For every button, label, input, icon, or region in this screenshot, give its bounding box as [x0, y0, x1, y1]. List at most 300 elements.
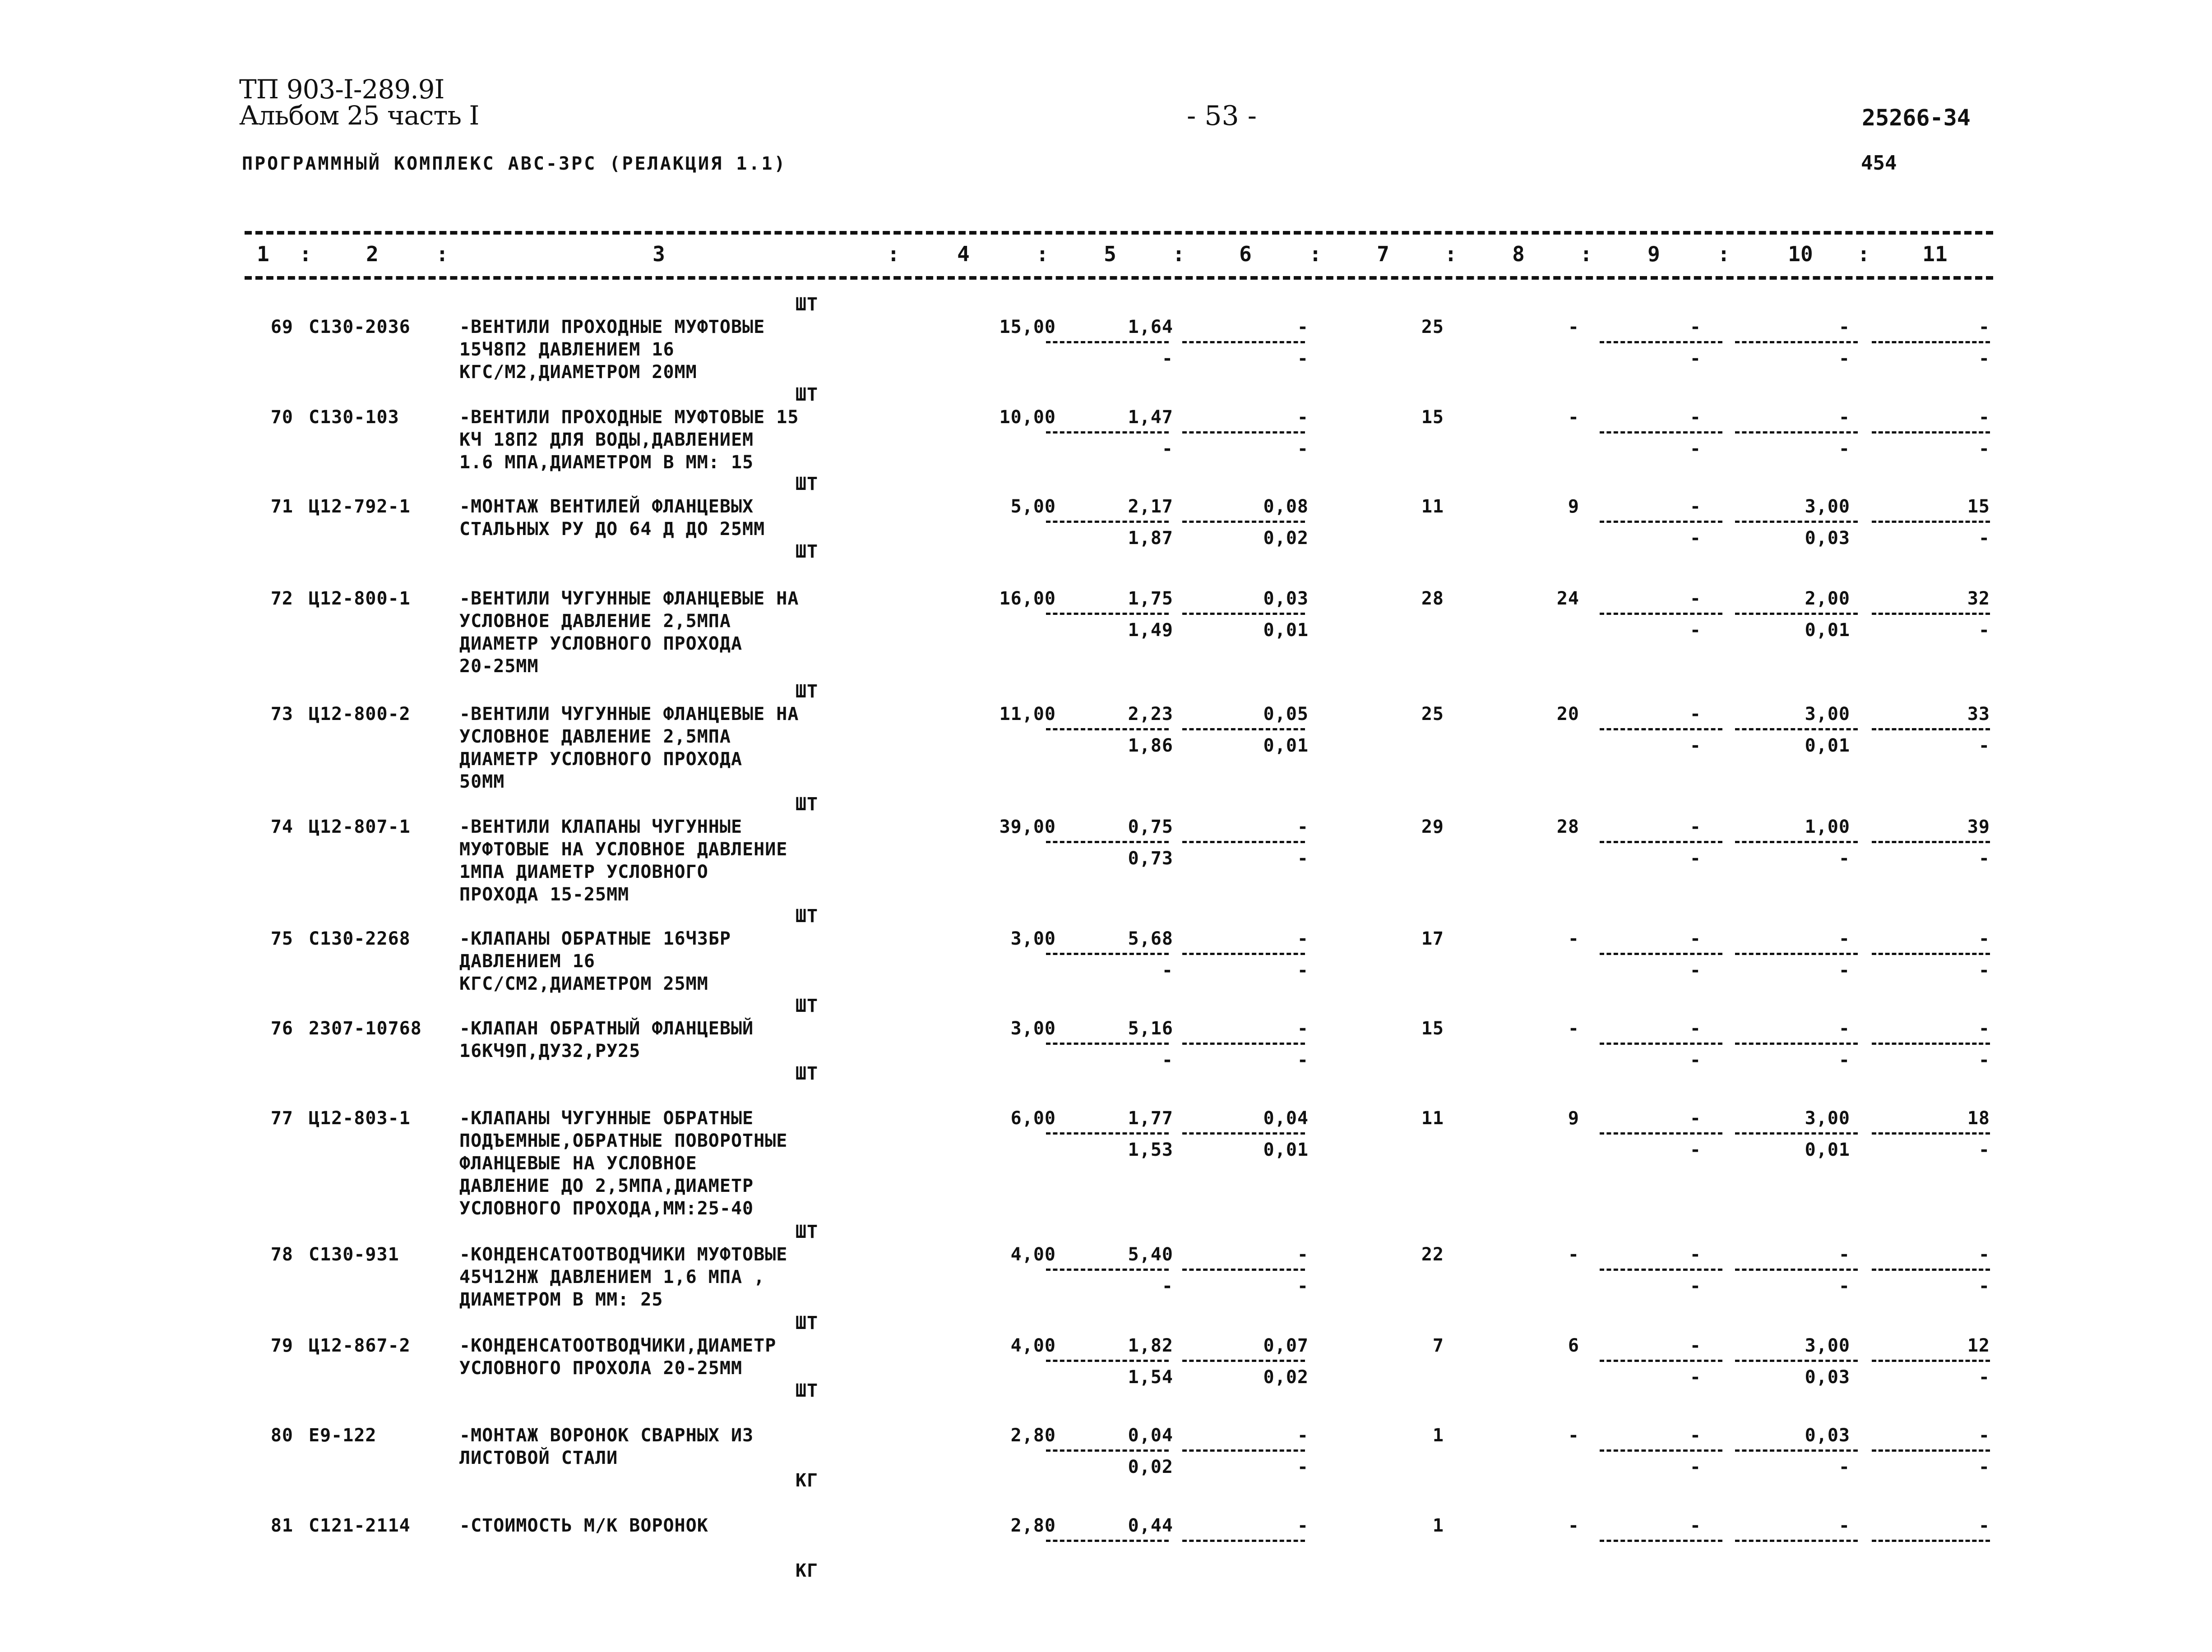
- work-description: [459, 316, 765, 383]
- fraction-rule: [1735, 431, 1858, 434]
- cell-col-6-lower: -: [1297, 1276, 1309, 1297]
- unit-of-measure: ШТ: [795, 474, 819, 494]
- cell-col-10-lower: -: [1838, 1050, 1850, 1071]
- fraction-rule: [1182, 1540, 1305, 1542]
- cell-col-6-lower: -: [1297, 960, 1309, 981]
- cell-col-4: 10,00: [999, 407, 1056, 428]
- cell-col-11: -: [1978, 1244, 1990, 1265]
- rate-code: С130-931: [309, 1244, 399, 1265]
- fraction-rule: [1600, 1269, 1722, 1271]
- cell-col-5-lower: 0,02: [1128, 1457, 1173, 1477]
- cell-col-10: -: [1838, 1018, 1850, 1039]
- row-number: 69: [270, 317, 293, 337]
- description-line: ПОДЪЕМНЫЕ,ОБРАТНЫЕ ПОВОРОТНЫЕ: [459, 1131, 788, 1151]
- cell-col-8: -: [1568, 1018, 1579, 1039]
- unit-of-measure: ШТ: [795, 541, 819, 562]
- cell-col-11: -: [1978, 1018, 1990, 1039]
- cell-col-4: 16,00: [999, 588, 1056, 609]
- table-row: [0, 587, 2212, 678]
- cell-col-6-lower: 0,02: [1263, 1367, 1309, 1388]
- cell-col-9: -: [1689, 817, 1701, 837]
- cell-col-10: 1,00: [1805, 817, 1850, 837]
- column-header-4: 4: [957, 242, 970, 266]
- cell-col-8: -: [1568, 1425, 1579, 1446]
- description-line: СТАЛЬНЫХ РУ ДО 64 Д ДО 25ММ: [459, 519, 765, 540]
- rate-code: Ц12-867-2: [309, 1335, 411, 1356]
- work-description: [459, 1424, 754, 1469]
- cell-col-4: 2,80: [1010, 1425, 1056, 1446]
- fraction-rule: [1600, 841, 1722, 843]
- cell-col-4: 3,00: [1010, 1018, 1056, 1039]
- fraction-rule: [1735, 728, 1858, 730]
- work-description: [459, 406, 799, 474]
- fraction-rule: [1872, 953, 1990, 955]
- cell-col-8: -: [1568, 928, 1579, 949]
- cell-col-6: 0,05: [1263, 704, 1309, 724]
- fraction-rule: [1046, 841, 1169, 843]
- cell-col-8: -: [1568, 317, 1579, 337]
- description-line: 1МПА ДИАМЕТР УСЛОВНОГО: [459, 862, 708, 882]
- cell-col-10: 0,03: [1805, 1425, 1850, 1446]
- cell-col-5: 0,75: [1128, 817, 1173, 837]
- row-number: 78: [270, 1244, 293, 1265]
- description-line: -КОНДЕНСАТООТВОДЧИКИ МУФТОВЫЕ: [459, 1244, 788, 1265]
- cell-col-9-lower: -: [1689, 848, 1701, 869]
- fraction-rule: [1600, 728, 1722, 730]
- cell-col-6: 0,07: [1263, 1335, 1309, 1356]
- cell-col-7: 25: [1421, 317, 1444, 337]
- table-row: [0, 794, 2212, 906]
- fraction-rule: [1872, 1449, 1990, 1452]
- cell-col-4: 4,00: [1010, 1335, 1056, 1356]
- cell-col-5: 1,64: [1128, 317, 1173, 337]
- cell-col-10-lower: 0,01: [1805, 1140, 1850, 1160]
- rate-code: С130-103: [309, 407, 399, 428]
- fraction-rule: [1046, 431, 1169, 434]
- cell-col-8: 9: [1568, 496, 1579, 517]
- table-row: [0, 1424, 2212, 1514]
- description-line: 50ММ: [459, 771, 505, 792]
- cell-col-9: -: [1689, 496, 1701, 517]
- column-header-1: 1: [257, 242, 269, 266]
- description-line: ФЛАНЦЕВЫЕ НА УСЛОВНОЕ: [459, 1153, 697, 1174]
- description-line: -СТОИМОСТЬ М/К ВОРОНОК: [459, 1515, 708, 1536]
- description-line: УСЛОВНОГО ПРОХОЛА 20-25ММ: [459, 1358, 743, 1379]
- cell-col-7: 15: [1421, 1018, 1444, 1039]
- cell-col-4: 2,80: [1010, 1515, 1056, 1536]
- fraction-rule: [1735, 953, 1858, 955]
- cell-col-11: 18: [1967, 1108, 1990, 1129]
- cell-col-6: 0,08: [1263, 496, 1309, 517]
- cell-col-10-lower: 0,03: [1805, 1367, 1850, 1388]
- cell-col-10-lower: 0,01: [1805, 620, 1850, 641]
- cell-col-11: 32: [1967, 588, 1990, 609]
- cell-col-7: 7: [1432, 1335, 1444, 1356]
- fraction-rule: [1735, 341, 1858, 343]
- description-line: 16КЧ9П,ДУ32,РУ25: [459, 1041, 641, 1061]
- cell-col-5: 0,04: [1128, 1425, 1173, 1446]
- work-description: [459, 1334, 776, 1380]
- row-number: 77: [270, 1108, 293, 1129]
- fraction-rule: [1872, 728, 1990, 730]
- cell-col-11-lower: -: [1978, 1276, 1990, 1297]
- rate-code: Ц12-800-1: [309, 588, 411, 609]
- cell-col-8: 9: [1568, 1108, 1579, 1129]
- cell-col-5-lower: -: [1162, 1276, 1173, 1297]
- fraction-rule: [1182, 341, 1305, 343]
- column-header-8: 8: [1512, 242, 1525, 266]
- cell-col-8: 20: [1556, 704, 1579, 724]
- description-line: -ВЕНТИЛИ ПРОХОДНЫЕ МУФТОВЫЕ: [459, 317, 765, 337]
- description-line: -ВЕНТИЛИ КЛАПАНЫ ЧУГУННЫЕ: [459, 817, 743, 837]
- work-description: [459, 1243, 787, 1311]
- cell-col-11: -: [1978, 928, 1990, 949]
- fraction-rule: [1600, 1540, 1722, 1542]
- unit-of-measure: ШТ: [795, 1313, 819, 1334]
- cell-col-9: -: [1689, 1108, 1701, 1129]
- column-header-6: 6: [1239, 242, 1252, 266]
- fraction-rule: [1872, 1269, 1990, 1271]
- fraction-rule: [1046, 1132, 1169, 1135]
- cell-col-10-lower: -: [1838, 848, 1850, 869]
- work-description: [459, 928, 731, 995]
- fraction-rule: [1600, 1449, 1722, 1452]
- description-line: ПРОХОДА 15-25ММ: [459, 884, 629, 905]
- cell-col-10: -: [1838, 1244, 1850, 1265]
- column-separator: :: [887, 242, 900, 266]
- cell-col-6-lower: -: [1297, 1457, 1309, 1477]
- fraction-rule: [1872, 341, 1990, 343]
- cell-col-5: 5,68: [1128, 928, 1173, 949]
- cell-col-9-lower: -: [1689, 1367, 1701, 1388]
- cell-col-10: 3,00: [1805, 1335, 1850, 1356]
- description-line: УСЛОВНОЕ ДАВЛЕНИЕ 2,5МПА: [459, 611, 731, 632]
- fraction-rule: [1735, 1360, 1858, 1362]
- row-number: 75: [270, 928, 293, 949]
- cell-col-8: -: [1568, 407, 1579, 428]
- cell-col-9: -: [1689, 588, 1701, 609]
- cell-col-5: 2,17: [1128, 496, 1173, 517]
- cell-col-10-lower: -: [1838, 438, 1850, 459]
- document-code: 25266-34: [1862, 105, 1971, 131]
- work-description: [459, 1107, 787, 1220]
- row-number: 72: [270, 588, 293, 609]
- work-description: [459, 816, 787, 906]
- row-number: 80: [270, 1425, 293, 1446]
- rate-code: 2307-10768: [309, 1018, 422, 1039]
- description-line: ДАВЛЕНИЕ ДО 2,5МПА,ДИАМЕТР: [459, 1176, 754, 1196]
- cell-col-5: 0,44: [1128, 1515, 1173, 1536]
- cell-col-11-lower: -: [1978, 735, 1990, 756]
- cell-col-9-lower: -: [1689, 438, 1701, 459]
- table-row: [0, 1514, 2212, 1605]
- cell-col-5: 1,82: [1128, 1335, 1173, 1356]
- column-header-3: 3: [652, 242, 665, 266]
- cell-col-7: 28: [1421, 588, 1444, 609]
- cell-col-4: 15,00: [999, 317, 1056, 337]
- cell-col-4: 3,00: [1010, 928, 1056, 949]
- cell-col-10: 3,00: [1805, 1108, 1850, 1129]
- fraction-rule: [1600, 1043, 1722, 1045]
- cell-col-6-lower: -: [1297, 348, 1309, 369]
- fraction-rule: [1182, 521, 1305, 523]
- cell-col-6: -: [1297, 817, 1309, 837]
- description-line: ЛИСТОВОЙ СТАЛИ: [459, 1448, 618, 1468]
- fraction-rule: [1600, 1132, 1722, 1135]
- fraction-rule: [1600, 1360, 1722, 1362]
- cell-col-6-lower: 0,02: [1263, 528, 1309, 549]
- cell-col-5-lower: -: [1162, 348, 1173, 369]
- column-header-10: 10: [1788, 242, 1813, 266]
- table-row: [0, 1107, 2212, 1219]
- cell-col-5-lower: 1,54: [1128, 1367, 1173, 1388]
- fraction-rule: [1600, 953, 1722, 955]
- cell-col-5-lower: 1,86: [1128, 735, 1173, 756]
- document-title: ТП 903-I-289.9I: [239, 74, 444, 105]
- description-line: ДИАМЕТР УСЛОВНОГО ПРОХОДА: [459, 633, 743, 654]
- unit-of-measure: ШТ: [795, 384, 819, 405]
- description-line: ДАВЛЕНИЕМ 16: [459, 951, 595, 972]
- column-separator: :: [1172, 242, 1185, 266]
- cell-col-11-lower: -: [1978, 960, 1990, 981]
- fraction-rule: [1735, 1540, 1858, 1542]
- fraction-rule: [1600, 613, 1722, 615]
- cell-col-7: 11: [1421, 1108, 1444, 1129]
- cell-col-5-lower: -: [1162, 438, 1173, 459]
- unit-of-measure: ШТ: [795, 1222, 819, 1242]
- cell-col-9: -: [1689, 928, 1701, 949]
- fraction-rule: [1735, 613, 1858, 615]
- cell-col-10-lower: 0,01: [1805, 735, 1850, 756]
- description-line: КЧ 18П2 ДЛЯ ВОДЫ,ДАВЛЕНИЕМ: [459, 429, 754, 450]
- cell-col-11: -: [1978, 317, 1990, 337]
- fraction-rule: [1182, 1132, 1305, 1135]
- table-row: [0, 681, 2212, 793]
- column-header-11: 11: [1922, 242, 1948, 266]
- cell-col-11-lower: -: [1978, 528, 1990, 549]
- fraction-rule: [1735, 521, 1858, 523]
- cell-col-9-lower: -: [1689, 620, 1701, 641]
- row-number: 81: [270, 1515, 293, 1536]
- description-line: КГС/М2,ДИАМЕТРОМ 20ММ: [459, 362, 697, 383]
- cell-col-6-lower: -: [1297, 438, 1309, 459]
- column-separator: :: [1717, 242, 1730, 266]
- fraction-rule: [1182, 728, 1305, 730]
- rate-code: С130-2268: [309, 928, 411, 949]
- fraction-rule: [1046, 728, 1169, 730]
- cell-col-6-lower: 0,01: [1263, 620, 1309, 641]
- fraction-rule: [1872, 1540, 1990, 1542]
- fraction-rule: [1182, 1449, 1305, 1452]
- fraction-rule: [1046, 1360, 1169, 1362]
- cell-col-5-lower: 1,49: [1128, 620, 1173, 641]
- cell-col-11-lower: -: [1978, 348, 1990, 369]
- unit-of-measure: ШТ: [795, 1380, 819, 1401]
- unit-of-measure: КГ: [795, 1470, 819, 1491]
- cell-col-5: 5,16: [1128, 1018, 1173, 1039]
- fraction-rule: [1182, 953, 1305, 955]
- description-line: -КЛАПАНЫ ЧУГУННЫЕ ОБРАТНЫЕ: [459, 1108, 754, 1129]
- work-description: [459, 495, 765, 540]
- cell-col-10-lower: -: [1838, 960, 1850, 981]
- sheet-number: 454: [1861, 152, 1897, 175]
- fraction-rule: [1735, 1449, 1858, 1452]
- description-line: -ВЕНТИЛИ ЧУГУННЫЕ ФЛАНЦЕВЫЕ НА: [459, 704, 799, 724]
- rate-code: С130-2036: [309, 317, 411, 337]
- cell-col-9-lower: -: [1689, 960, 1701, 981]
- cell-col-11: 39: [1967, 817, 1990, 837]
- unit-of-measure: ШТ: [795, 294, 819, 315]
- fraction-rule: [1182, 1043, 1305, 1045]
- fraction-rule: [1182, 841, 1305, 843]
- fraction-rule: [1046, 1540, 1169, 1542]
- cell-col-11-lower: -: [1978, 438, 1990, 459]
- cell-col-11-lower: -: [1978, 620, 1990, 641]
- fraction-rule: [1872, 613, 1990, 615]
- cell-col-10: 3,00: [1805, 704, 1850, 724]
- cell-col-9-lower: -: [1689, 735, 1701, 756]
- cell-col-9: -: [1689, 317, 1701, 337]
- cell-col-10-lower: 0,03: [1805, 528, 1850, 549]
- cell-col-10: 3,00: [1805, 496, 1850, 517]
- cell-col-5: 1,47: [1128, 407, 1173, 428]
- cell-col-11: -: [1978, 1425, 1990, 1446]
- description-line: 1.6 МПА,ДИАМЕТРОМ В ММ: 15: [459, 452, 754, 473]
- table-row: [0, 294, 2212, 406]
- rate-code: С121-2114: [309, 1515, 411, 1536]
- cell-col-7: 15: [1421, 407, 1444, 428]
- fraction-rule: [1735, 1132, 1858, 1135]
- description-line: ДИАМЕТР УСЛОВНОГО ПРОХОДА: [459, 749, 743, 770]
- cell-col-11: -: [1978, 1515, 1990, 1536]
- cell-col-6: -: [1297, 317, 1309, 337]
- fraction-rule: [1046, 341, 1169, 343]
- cell-col-4: 5,00: [1010, 496, 1056, 517]
- cell-col-9: -: [1689, 407, 1701, 428]
- cell-col-10-lower: -: [1838, 1457, 1850, 1477]
- cell-col-7: 1: [1432, 1425, 1444, 1446]
- description-line: УСЛОВНОЕ ДАВЛЕНИЕ 2,5МПА: [459, 726, 731, 747]
- description-line: МУФТОВЫЕ НА УСЛОВНОЕ ДАВЛЕНИЕ: [459, 839, 788, 860]
- cell-col-10-lower: -: [1838, 1276, 1850, 1297]
- cell-col-9-lower: -: [1689, 1140, 1701, 1160]
- column-header-7: 7: [1377, 242, 1389, 266]
- table-row: [0, 1313, 2212, 1425]
- cell-col-11-lower: -: [1978, 1457, 1990, 1477]
- cell-col-9-lower: -: [1689, 528, 1701, 549]
- fraction-rule: [1046, 953, 1169, 955]
- cell-col-6: -: [1297, 1515, 1309, 1536]
- fraction-rule: [1735, 841, 1858, 843]
- cell-col-9: -: [1689, 704, 1701, 724]
- cell-col-9-lower: -: [1689, 1050, 1701, 1071]
- fraction-rule: [1182, 1360, 1305, 1362]
- description-line: УСЛОВНОГО ПРОХОДА,ММ:25-40: [459, 1198, 754, 1219]
- cell-col-6: -: [1297, 1018, 1309, 1039]
- cell-col-11-lower: -: [1978, 1140, 1990, 1160]
- column-separator: :: [1580, 242, 1592, 266]
- row-number: 70: [270, 407, 293, 428]
- unit-of-measure: ШТ: [795, 1063, 819, 1084]
- description-line: -ВЕНТИЛИ ПРОХОДНЫЕ МУФТОВЫЕ 15: [459, 407, 799, 428]
- fraction-rule: [1872, 1132, 1990, 1135]
- column-separator: :: [436, 242, 449, 266]
- fraction-rule: [1600, 431, 1722, 434]
- cell-col-6-lower: 0,01: [1263, 735, 1309, 756]
- cell-col-6-lower: -: [1297, 1050, 1309, 1071]
- program-line: ПРОГРАММНЫЙ КОМПЛЕКС АВС-3РС (РЕЛАКЦИЯ 1.1): [242, 153, 787, 174]
- column-separator: :: [299, 242, 312, 266]
- cell-col-5-lower: -: [1162, 960, 1173, 981]
- fraction-rule: [1735, 1043, 1858, 1045]
- row-number: 74: [270, 817, 293, 837]
- row-number: 76: [270, 1018, 293, 1039]
- cell-col-6: 0,04: [1263, 1108, 1309, 1129]
- fraction-rule: [1872, 1360, 1990, 1362]
- unit-of-measure: ШТ: [795, 794, 819, 815]
- cell-col-7: 22: [1421, 1244, 1444, 1265]
- cell-col-11: 15: [1967, 496, 1990, 517]
- cell-col-10-lower: -: [1838, 348, 1850, 369]
- cell-col-6-lower: -: [1297, 848, 1309, 869]
- cell-col-9-lower: -: [1689, 1457, 1701, 1477]
- cell-col-9: -: [1689, 1335, 1701, 1356]
- fraction-rule: [1182, 1269, 1305, 1271]
- cell-col-4: 39,00: [999, 817, 1056, 837]
- fraction-rule: [1182, 431, 1305, 434]
- work-description: [459, 1514, 708, 1537]
- cell-col-11-lower: -: [1978, 1367, 1990, 1388]
- cell-col-8: 6: [1568, 1335, 1579, 1356]
- work-description: [459, 1017, 754, 1062]
- description-line: -КОНДЕНСАТООТВОДЧИКИ,ДИАМЕТР: [459, 1335, 777, 1356]
- fraction-rule: [1046, 613, 1169, 615]
- cell-col-6: 0,03: [1263, 588, 1309, 609]
- cell-col-11: 12: [1967, 1335, 1990, 1356]
- cell-col-5-lower: -: [1162, 1050, 1173, 1071]
- fraction-rule: [1046, 1449, 1169, 1452]
- fraction-rule: [1872, 841, 1990, 843]
- row-number: 79: [270, 1335, 293, 1356]
- fraction-rule: [1872, 521, 1990, 523]
- column-header-9: 9: [1647, 242, 1660, 266]
- cell-col-10: -: [1838, 407, 1850, 428]
- column-separator: :: [1309, 242, 1322, 266]
- unit-of-measure: ШТ: [795, 906, 819, 927]
- rate-code: Ц12-807-1: [309, 817, 411, 837]
- fraction-rule: [1046, 1043, 1169, 1045]
- cell-col-5: 1,77: [1128, 1108, 1173, 1129]
- rate-code: Ц12-792-1: [309, 496, 411, 517]
- column-separator: :: [1444, 242, 1457, 266]
- column-separator: :: [1857, 242, 1870, 266]
- cell-col-11: 33: [1967, 704, 1990, 724]
- cell-col-7: 25: [1421, 704, 1444, 724]
- unit-of-measure: ШТ: [795, 996, 819, 1016]
- description-line: -КЛАПАНЫ ОБРАТНЫЕ 16Ч3БР: [459, 928, 731, 949]
- cell-col-9-lower: -: [1689, 1276, 1701, 1297]
- work-description: [459, 587, 799, 678]
- description-line: 20-25ММ: [459, 656, 539, 677]
- description-line: -МОНТАЖ ВОРОНОК СВАРНЫХ ИЗ: [459, 1425, 754, 1446]
- cell-col-8: -: [1568, 1244, 1579, 1265]
- row-number: 73: [270, 704, 293, 724]
- cell-col-6: -: [1297, 1244, 1309, 1265]
- column-separator: :: [1036, 242, 1049, 266]
- fraction-rule: [1600, 521, 1722, 523]
- cell-col-5-lower: 0,73: [1128, 848, 1173, 869]
- description-line: КГС/СМ2,ДИАМЕТРОМ 25ММ: [459, 974, 708, 994]
